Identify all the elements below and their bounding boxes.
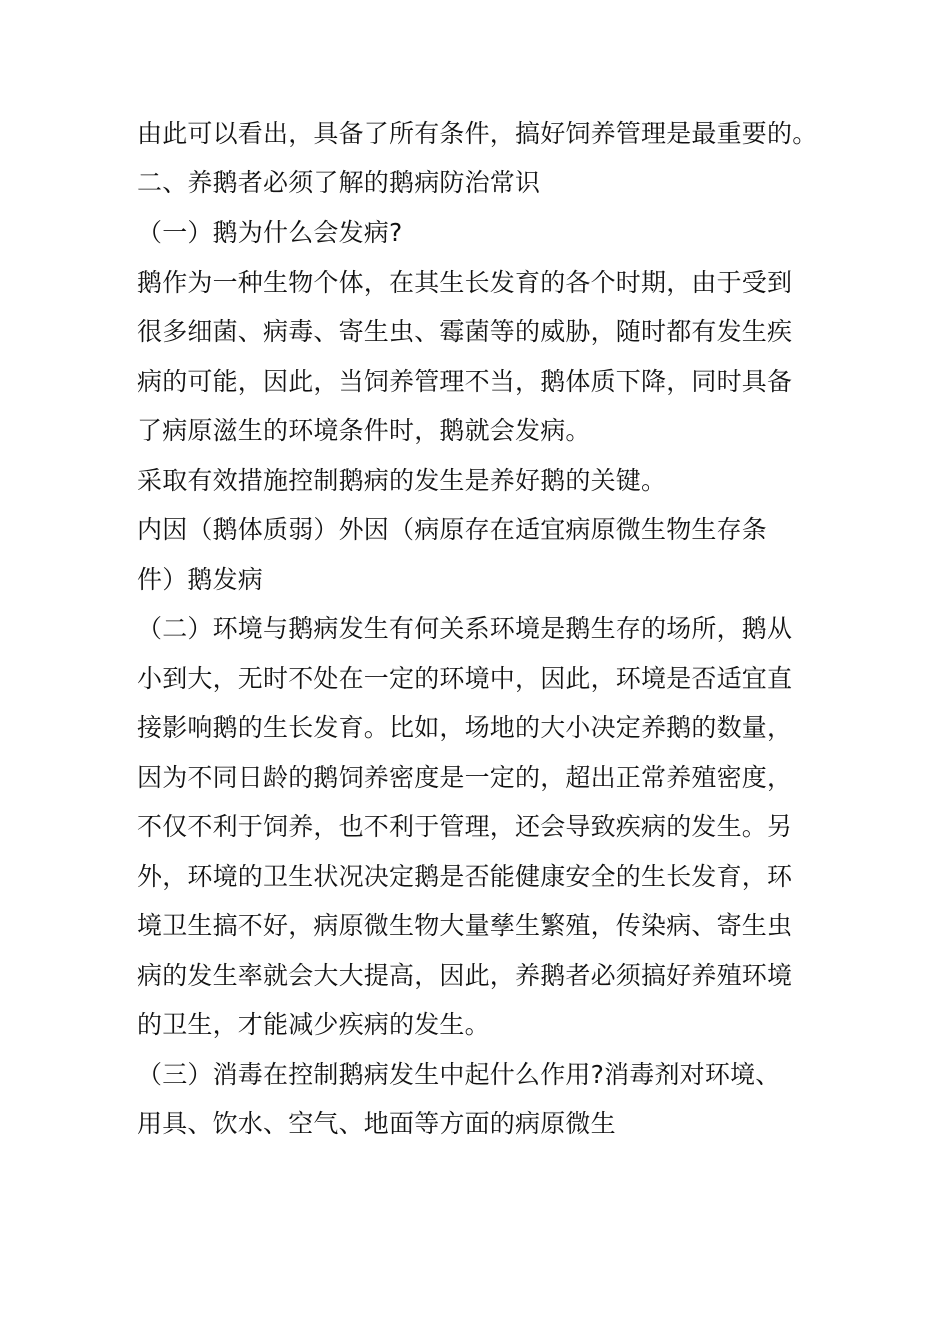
paragraph-line: 小到大，无时不处在一定的环境中，因此，环境是否适宜直 [137,664,793,693]
paragraph-causes-cont: 件）鹅发病 [137,565,264,594]
section-heading-disease-knowledge: 二、养鹅者必须了解的鹅病防治常识 [137,168,541,197]
paragraph-causes: 内因（鹅体质弱）外因（病原存在适宜病原微生物生存条 [137,515,768,544]
paragraph-line: 病的发生率就会大大提高，因此，养鹅者必须搞好养殖环境 [137,961,793,990]
paragraph-line: 不仅不利于饲养，也不利于管理，还会导致疾病的发生。另 [137,812,793,841]
paragraph-line: 因为不同日龄的鹅饲养密度是一定的，超出正常养殖密度， [137,763,793,792]
paragraph-conclusion: 由此可以看出，具备了所有条件，搞好饲养管理是最重要的。 [137,119,818,148]
paragraph-line: 很多细菌、病毒、寄生虫、霉菌等的威胁，随时都有发生疾 [137,317,793,346]
paragraph-line: 外，环境的卫生状况决定鹅是否能健康安全的生长发育，环 [137,862,793,891]
subheading-disinfection: （三）消毒在控制鹅病发生中起什么作用?消毒剂对环境、 [137,1060,781,1089]
paragraph-key-measures: 采取有效措施控制鹅病的发生是养好鹅的关键。 [137,466,667,495]
paragraph-line: 境卫生搞不好，病原微生物大量孳生繁殖，传染病、寄生虫 [137,911,793,940]
paragraph-line: 了病原滋生的环境条件时，鹅就会发病。 [137,416,591,445]
paragraph-line: 病的可能，因此，当饲养管理不当，鹅体质下降，同时具备 [137,367,793,396]
paragraph-line: 的卫生，才能减少疾病的发生。 [137,1010,490,1039]
subheading-why-geese-get-sick: （一）鹅为什么会发病? [137,218,403,247]
paragraph-line: 接影响鹅的生长发育。比如，场地的大小决定养鹅的数量， [137,713,793,742]
paragraph-line: 鹅作为一种生物个体，在其生长发育的各个时期，由于受到 [137,268,793,297]
paragraph-line: 用具、饮水、空气、地面等方面的病原微生 [137,1109,616,1138]
subheading-environment: （二）环境与鹅病发生有何关系环境是鹅生存的场所，鹅从 [137,614,793,643]
